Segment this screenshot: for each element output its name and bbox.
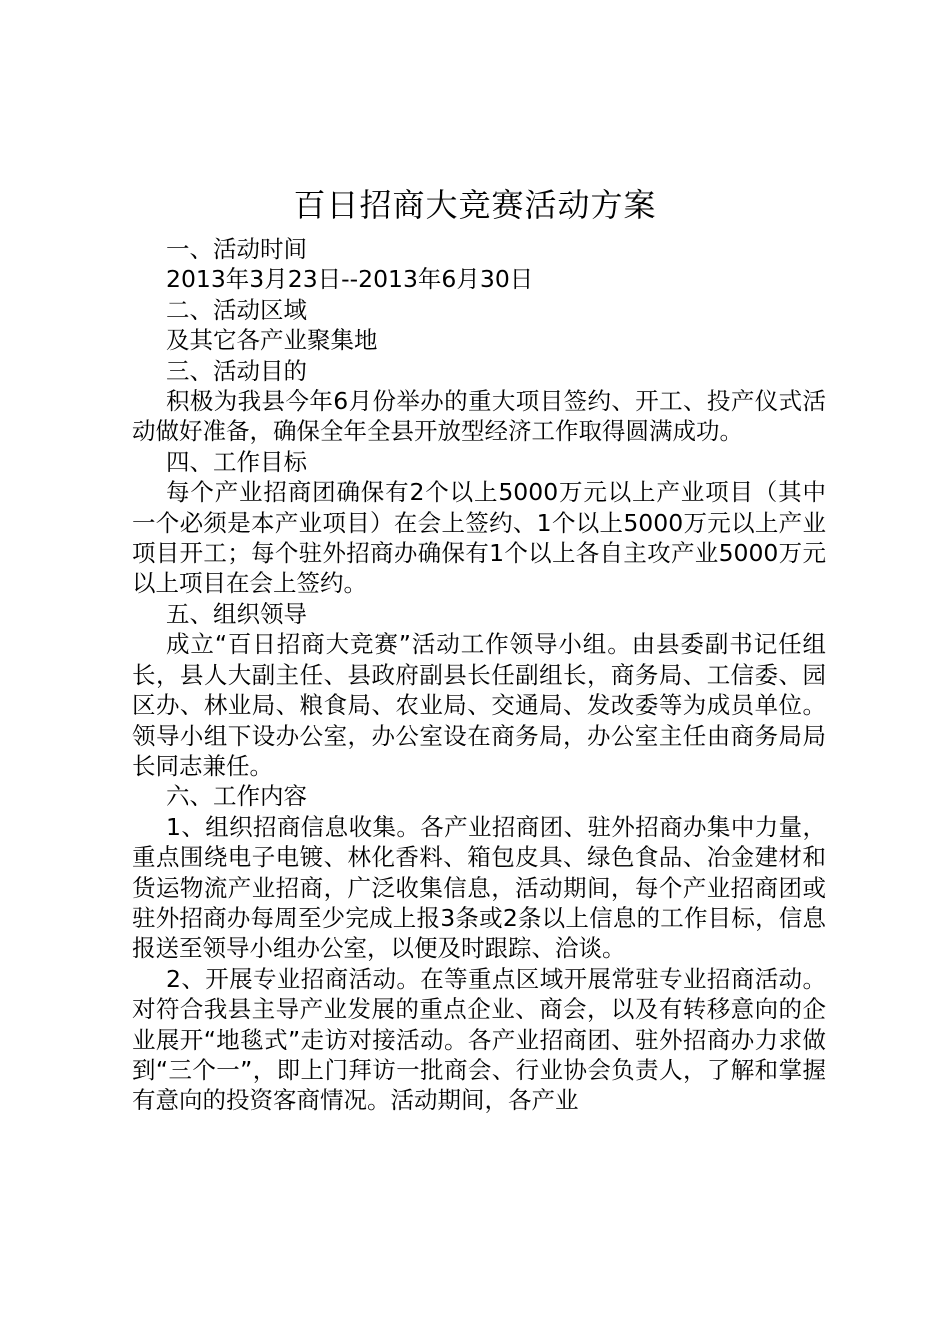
- activity-dates: 2013年3月23日--2013年6月30日: [166, 265, 534, 294]
- section-heading-leadership: 五、组织领导: [166, 599, 307, 628]
- section-heading-content: 六、工作内容: [166, 782, 307, 811]
- activity-area: 及其它各产业聚集地: [166, 326, 378, 355]
- goals-paragraph: 每个产业招商团确保有2个以上5000万元以上产业项目（其中一个必须是本产业项目）在会上签约、1个以上5000万元以上产业项目开工；每个驻外招商办确保有1个以上各自主攻产业5000万元以上项目在会上签约。: [132, 478, 826, 598]
- content-item-1: 1、组织招商信息收集。各产业招商团、驻外招商办集中力量，重点围绕电子电镀、林化香料、箱包皮具、绿色食品、冶金建材和货运物流产业招商，广泛收集信息，活动期间，每个产业招商团或驻外招商办每周至少完成上报3条或2条以上信息的工作目标，信息报送至领导小组办公室，以便及时跟踪、洽谈。: [132, 812, 826, 963]
- section-heading-time: 一、活动时间: [166, 235, 307, 263]
- section-heading-area: 二、活动区域: [166, 295, 307, 324]
- purpose-paragraph: 积极为我县今年6月份举办的重大项目签约、开工、投产仪式活动做好准备，确保全年全县开放型经济工作取得圆满成功。: [132, 387, 826, 446]
- content-item-2: 2、开展专业招商活动。在等重点区域开展常驻专业招商活动。对符合我县主导产业发展的重点企业、商会，以及有转移意向的企业展开“地毯式”走访对接活动。各产业招商团、驻外招商办力求做到“三个一”，即上门拜访一批商会、行业协会负责人，了解和掌握有意向的投资客商情况。活动期间，各产业: [132, 964, 826, 1115]
- document-body: [132, 234, 826, 1116]
- document-title: 百日招商大竞赛活动方案: [293, 186, 657, 224]
- section-heading-purpose: 三、活动目的: [166, 356, 307, 385]
- section-heading-goals: 四、工作目标: [166, 447, 307, 476]
- leadership-paragraph: 成立“百日招商大竞赛”活动工作领导小组。由县委副书记任组长，县人大副主任、县政府副县长任副组长，商务局、工信委、园区办、林业局、粮食局、农业局、交通局、发改委等为成员单位。领导小组下设办公室，办公室设在商务局，办公室主任由商务局局长同志兼任。: [132, 630, 826, 780]
